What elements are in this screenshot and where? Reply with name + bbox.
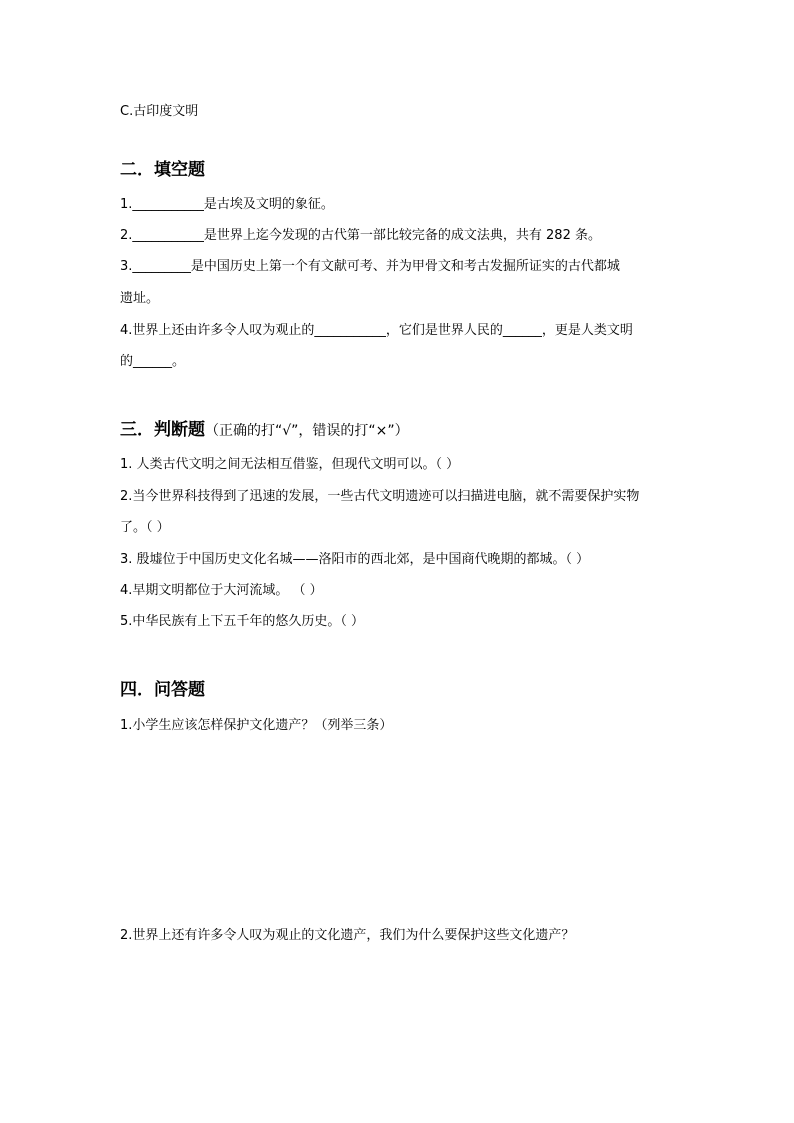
section-4-heading: 四．问答题	[120, 680, 205, 700]
fill-question-3-line-2: 遗址。	[120, 291, 160, 306]
fill-question-1: 1.___________是古埃及文明的象征。	[120, 197, 334, 212]
answer-question-2: 2.世界上还有许多令人叹为观止的文化遗产，我们为什么要保护这些文化遗产？	[120, 928, 575, 943]
section-3-title: 三．判断题	[120, 420, 205, 440]
judge-question-3: 3. 殷墟位于中国历史文化名城——洛阳市的西北郊，是中国商代晚期的都城。（ ）	[120, 552, 590, 567]
section-3-heading	[120, 419, 409, 442]
fill-question-2: 2.___________是世界上迄今发现的古代第一部比较完备的成文法典，共有 282 条。	[120, 228, 601, 243]
judge-question-2-line-2: 了。（ ）	[120, 520, 170, 535]
section-3-note: （正确的打“√”，错误的打“×”）	[205, 423, 409, 439]
judge-question-2-line-1: 2.当今世界科技得到了迅速的发展，一些古代文明遗迹可以扫描进电脑，就不需要保护实物	[120, 489, 640, 504]
judge-question-1: 1. 人类古代文明之间无法相互借鉴，但现代文明可以。（ ）	[120, 457, 460, 472]
fill-question-3-line-1: 3._________是中国历史上第一个有文献可考、并为甲骨文和考古发掘所证实的古代都城	[120, 259, 620, 274]
section-2-heading: 二．填空题	[120, 160, 205, 180]
option-c: C.古印度文明	[120, 104, 199, 119]
judge-question-4: 4.早期文明都位于大河流域。 （ ）	[120, 583, 323, 598]
fill-question-4-line-2: 的______。	[120, 354, 186, 369]
judge-question-5: 5.中华民族有上下五千年的悠久历史。（ ）	[120, 614, 365, 629]
answer-question-1: 1.小学生应该怎样保护文化遗产？（列举三条）	[120, 718, 393, 733]
fill-question-4-line-1: 4.世界上还由许多令人叹为观止的___________，它们是世界人民的______，更是人类文明	[120, 323, 633, 338]
